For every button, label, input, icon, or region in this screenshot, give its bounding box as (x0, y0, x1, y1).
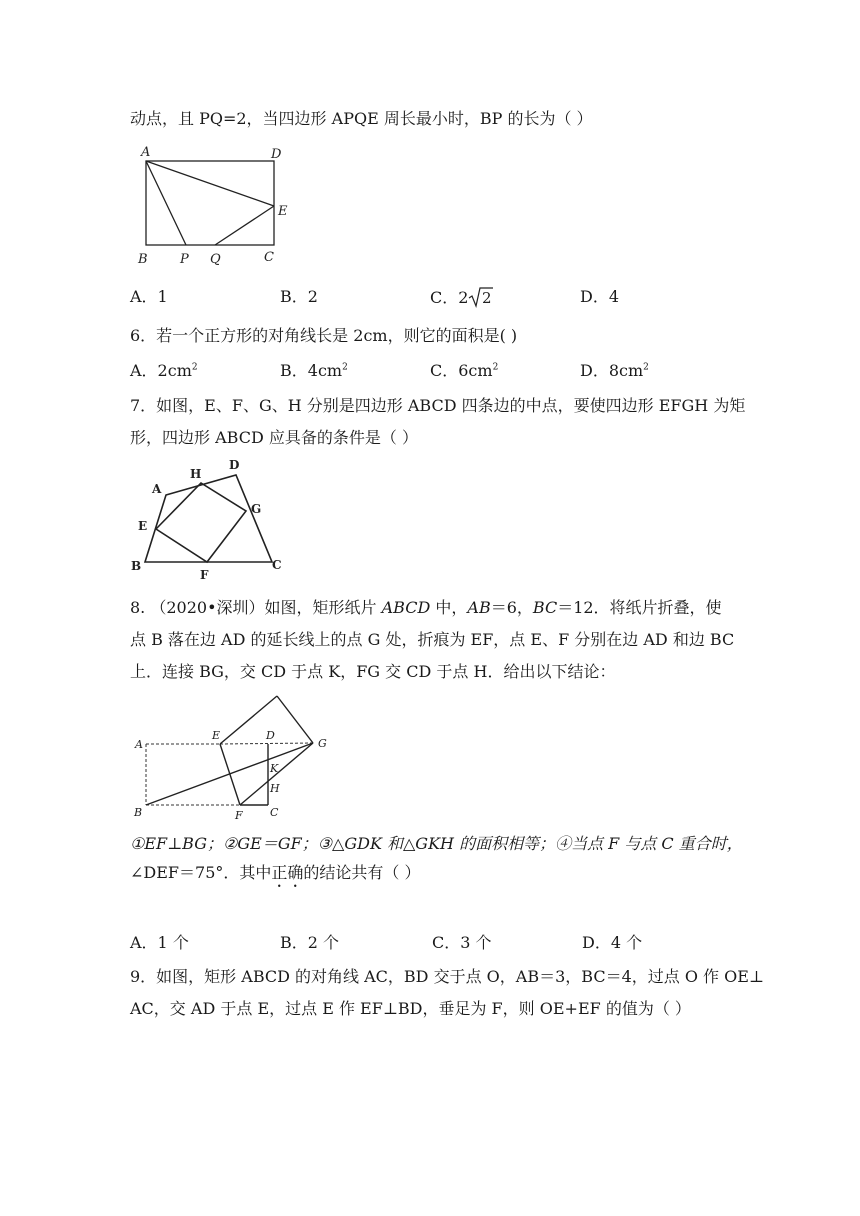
q5-option-c-radicand: 2 (482, 289, 492, 307)
q8-line-1: 8. （2020•深圳）如图，矩形纸片 ABCD 中，AB＝6，BC＝12．将纸片折叠，使 (130, 598, 722, 617)
q7-label-g: G (251, 502, 262, 516)
q5-label-q: Q (210, 252, 221, 267)
q5-text: 动点，且 PQ=2，当四边形 APQE 周长最小时，BP 的长为（ ） (130, 109, 593, 128)
q5-label-c: C (264, 250, 274, 265)
q8-label-a: A (135, 738, 143, 751)
q7-quadrilateral-efgh (156, 483, 246, 562)
q5-figure (135, 140, 305, 270)
q7-label-c: C (272, 558, 282, 572)
q5-label-p: P (180, 252, 189, 267)
q8-label-h: H (270, 782, 280, 795)
q8-label-b: B (134, 806, 143, 819)
q6-option-c: C．$6cm^2$ (430, 361, 499, 380)
q8-figure (128, 692, 340, 826)
q6-text: 6．若一个正方形的对角线长是 2cm，则它的面积是( ) (130, 326, 518, 345)
q7-label-d: D (229, 458, 240, 472)
q5-option-d: D．4 (580, 287, 620, 306)
q8-option-d: D．4 个 (582, 933, 643, 952)
q8-label-k: K (270, 762, 279, 775)
q8-option-c: C．3 个 (432, 933, 492, 952)
q7-label-a: A (152, 482, 162, 496)
q9-line-1: 9．如图，矩形 ABCD 的对角线 AC，BD 交于点 O，AB＝3，BC＝4，过点 O 作 OE⊥ (130, 967, 764, 986)
q8-label-g: G (318, 737, 327, 750)
q7-label-b: B (131, 559, 142, 573)
q5-option-c-prefix: C．2 (430, 288, 469, 307)
q5-label-d: D (271, 147, 282, 162)
q6-option-a: A．$2cm^2$ (130, 361, 198, 380)
q5-option-b: B．2 (280, 287, 318, 306)
q7-label-e: E (138, 519, 148, 533)
q7-label-f: F (200, 568, 209, 582)
q7-line-1: 7．如图，E、F、G、H 分别是四边形 ABCD 四条边的中点，要使四边形 EFGH 为矩 (130, 396, 746, 415)
q5-segment-ae (146, 161, 274, 206)
q7-line-2: 形，四边形 ABCD 应具备的条件是（ ） (130, 428, 418, 447)
q5-option-c (430, 286, 494, 309)
q5-segment-qe (215, 206, 274, 245)
q8-option-b: B．2 个 (280, 933, 340, 952)
q8-line-3: 上．连接 BG，交 CD 于点 K，FG 交 CD 于点 H．给出以下结论： (130, 662, 616, 681)
q6-option-b: B．$4cm^2$ (280, 361, 348, 380)
q8-segment-bg (146, 743, 313, 805)
q5-rectangle (146, 161, 274, 245)
q7-figure (128, 456, 298, 584)
q5-label-e: E (278, 204, 288, 219)
sqrt-symbol (468, 286, 494, 309)
q8-label-d: D (266, 729, 275, 742)
q8-label-e: E (212, 729, 221, 742)
q8-line-2: 点 B 落在边 AD 的延长线上的点 G 处，折痕为 EF，点 E、F 分别在边 AD 和边 BC (130, 630, 735, 649)
q8-segment-fold-right (277, 696, 313, 743)
q6-option-d: D．$8cm^2$ (580, 361, 649, 380)
q9-line-2: AC，交 AD 于点 E，过点 E 作 EF⊥BD，垂足为 F，则 OE+EF 的值为（ ） (130, 999, 691, 1018)
q8-label-c: C (270, 806, 279, 819)
q5-option-a: A．1 (130, 287, 168, 306)
q8-option-a: A．1 个 (130, 933, 189, 952)
q8-conclusions-line-2: ∠DEF＝75°．其中正确的结论共有（ ） (130, 863, 421, 882)
q5-label-a: A (141, 145, 151, 160)
q7-label-h: H (190, 467, 202, 481)
q5-label-b: B (138, 252, 148, 267)
q8-label-f: F (235, 809, 243, 822)
q8-dashed-eg (220, 743, 313, 744)
q8-conclusions-line-1: ①EF⊥BG；②GE＝GF；③△GDK 和△GKH 的面积相等；④当点 F 与点 C 重合时， (130, 834, 743, 853)
